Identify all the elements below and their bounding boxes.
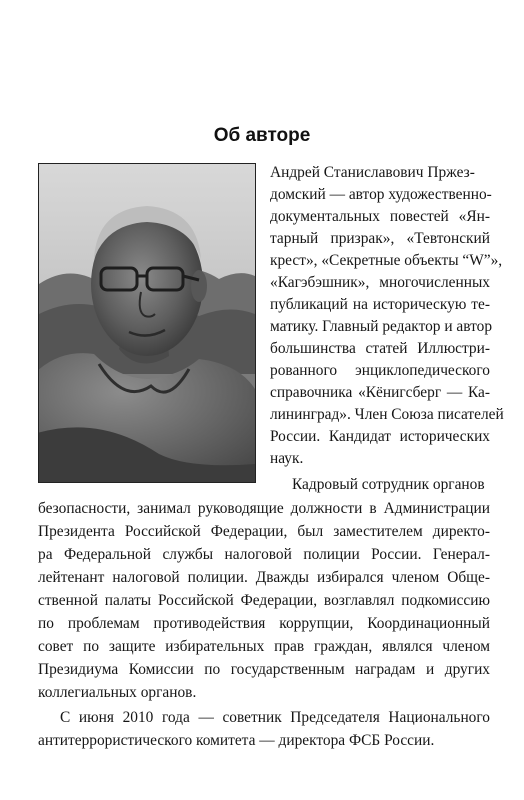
text-line: крест», «Секретные объекты “W”»,	[270, 252, 503, 269]
text-line: коллегиальных органов.	[38, 684, 197, 701]
text-line: «Кагэбэшник», многочисленных	[270, 274, 490, 291]
text-line: по проблемам противодействия коррупции, Координационный	[38, 615, 490, 632]
page-title: Об авторе	[213, 125, 311, 146]
text-line: лейтенант налоговой полиции. Дважды избирался членом Обще-	[38, 569, 490, 586]
text-line: Президиума Комиссии по государственным наградам и других	[38, 661, 490, 678]
text-line: справочника «Кёнигсберг — Ка-	[270, 384, 490, 401]
text-line: антитеррористического комитета — директора ФСБ России.	[38, 732, 435, 749]
text-line: ра Федеральной службы налоговой полиции России. Генерал-	[38, 546, 490, 563]
text-line: публикаций на историческую те-	[270, 296, 490, 313]
text-line: большинства статей Иллюстри-	[270, 340, 490, 357]
text-line: наук.	[270, 450, 304, 467]
text-line: рованного энциклопедического	[270, 362, 490, 379]
text-line: Андрей Станиславович Пржез-	[270, 164, 475, 181]
text-line: С июня 2010 года — советник Председателя Национального	[60, 709, 490, 726]
text-line: лининград». Член Союза писателей	[270, 406, 504, 423]
text-line: матику. Главный редактор и автор	[270, 318, 493, 335]
text-line: совет по защите избирательных прав граждан, являлся членом	[38, 638, 490, 655]
text-line: Президента Российской Федерации, был заместителем директо-	[38, 523, 490, 540]
text-line: ственной палаты Российской Федерации, возглавлял подкомиссию	[38, 592, 490, 609]
text-line: России. Кандидат исторических	[270, 428, 490, 445]
author-portrait-icon	[39, 164, 255, 482]
author-photo	[38, 163, 256, 483]
text-line: тарный призрак», «Тевтонский	[270, 230, 490, 247]
text-line: безопасности, занимал руководящие должности в Администрации	[38, 500, 490, 517]
paragraph-start: Кадровый сотрудник органов	[292, 476, 485, 493]
text-line: домский — автор художественно-	[270, 186, 492, 203]
text-line: документальных повестей «Ян-	[270, 208, 490, 225]
